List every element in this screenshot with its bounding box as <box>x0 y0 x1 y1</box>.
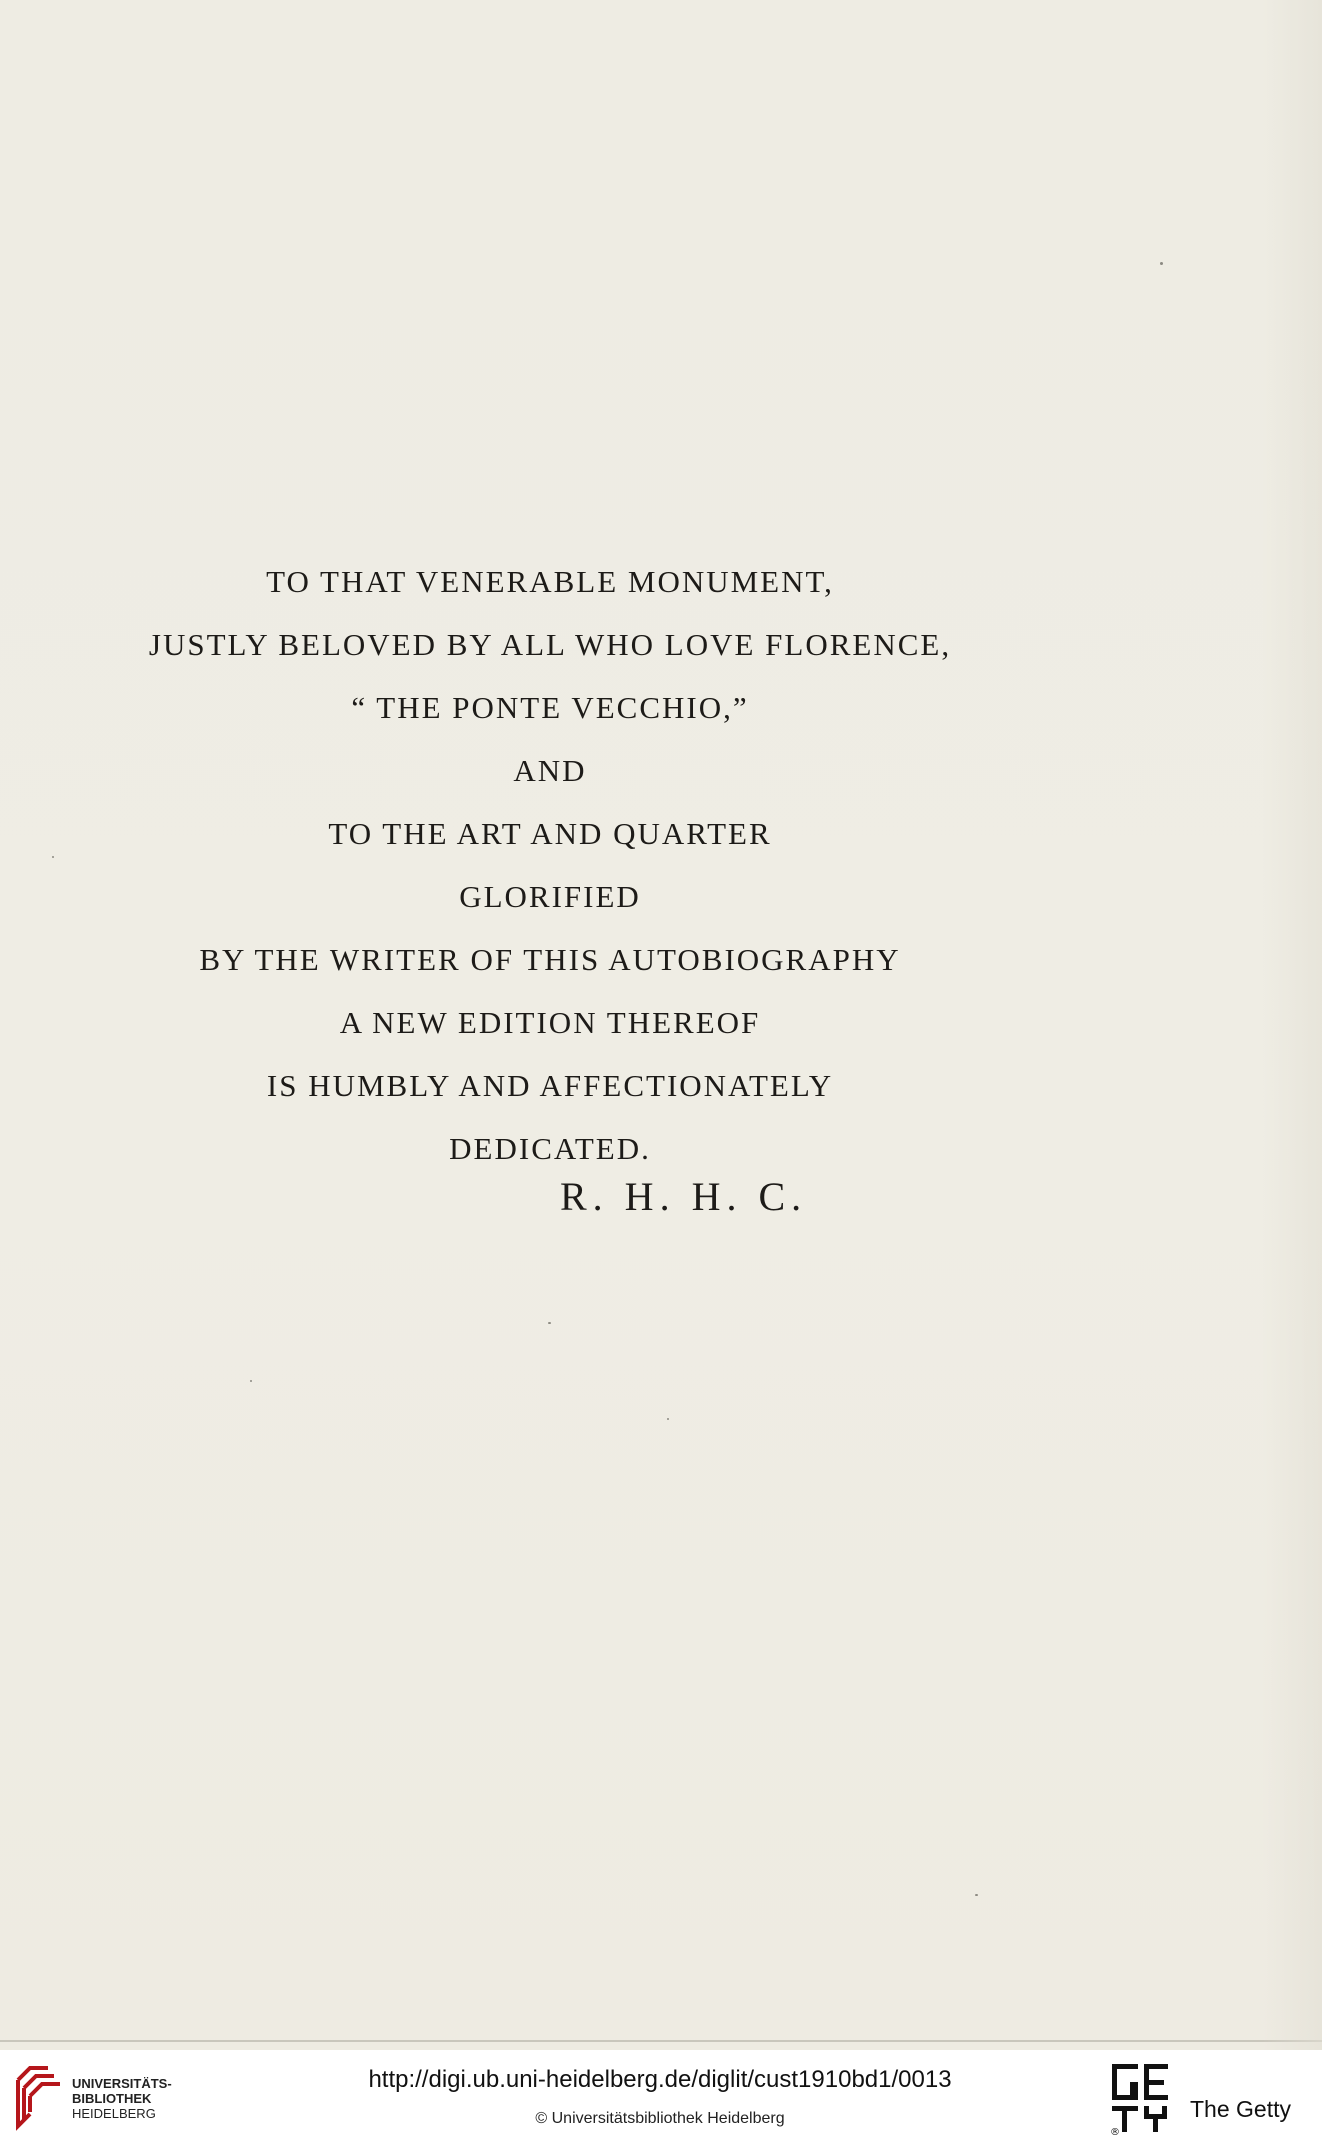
dedication-block <box>0 550 1100 1180</box>
page-edge-rule <box>0 2040 1322 2042</box>
library-name <box>72 2076 172 2121</box>
svg-text:®: ® <box>1110 2127 1120 2136</box>
getty-logo-icon <box>1110 2062 1172 2136</box>
paper-speck <box>250 1380 252 1382</box>
library-logo[interactable] <box>14 2062 174 2132</box>
paper-speck <box>1160 262 1163 265</box>
paper-speck <box>667 1418 669 1420</box>
dedication-line: A NEW EDITION THEREOF <box>339 1005 761 1040</box>
paper-speck <box>548 1322 551 1324</box>
dedication-line: DEDICATED. <box>449 1131 651 1166</box>
paper-speck <box>52 856 54 858</box>
dedication-line: BY THE WRITER OF THIS AUTOBIOGRAPHY <box>199 942 901 977</box>
document-url[interactable]: http://digi.ub.uni-heidelberg.de/diglit/cust1910bd1/0013 <box>368 2066 952 2093</box>
library-name-line: BIBLIOTHEK <box>72 2091 152 2106</box>
dedication-line: JUSTLY BELOVED BY ALL WHO LOVE FLORENCE, <box>148 627 952 662</box>
dedication-line: AND <box>513 753 587 788</box>
library-name-line: UNIVERSITÄTS- <box>72 2076 172 2091</box>
dedication-line: TO THAT VENERABLE MONUMENT, <box>266 564 834 599</box>
paper-speck <box>975 1894 978 1896</box>
viewer-footer <box>0 2050 1322 2145</box>
sponsor-name: The Getty <box>1190 2096 1291 2122</box>
library-emblem-icon <box>14 2062 64 2132</box>
signature-initials: R. H. H. C. <box>560 1174 808 1219</box>
dedication-line: TO THE ART AND QUARTER <box>328 816 772 851</box>
library-name-line: HEIDELBERG <box>72 2106 156 2121</box>
dedication-line: “ THE PONTE VECCHIO,” <box>351 690 749 725</box>
dedication-line: IS HUMBLY AND AFFECTIONATELY <box>266 1068 834 1103</box>
dedication-line: GLORIFIED <box>459 879 641 914</box>
copyright-notice: © Universitätsbibliothek Heidelberg <box>535 2110 785 2127</box>
